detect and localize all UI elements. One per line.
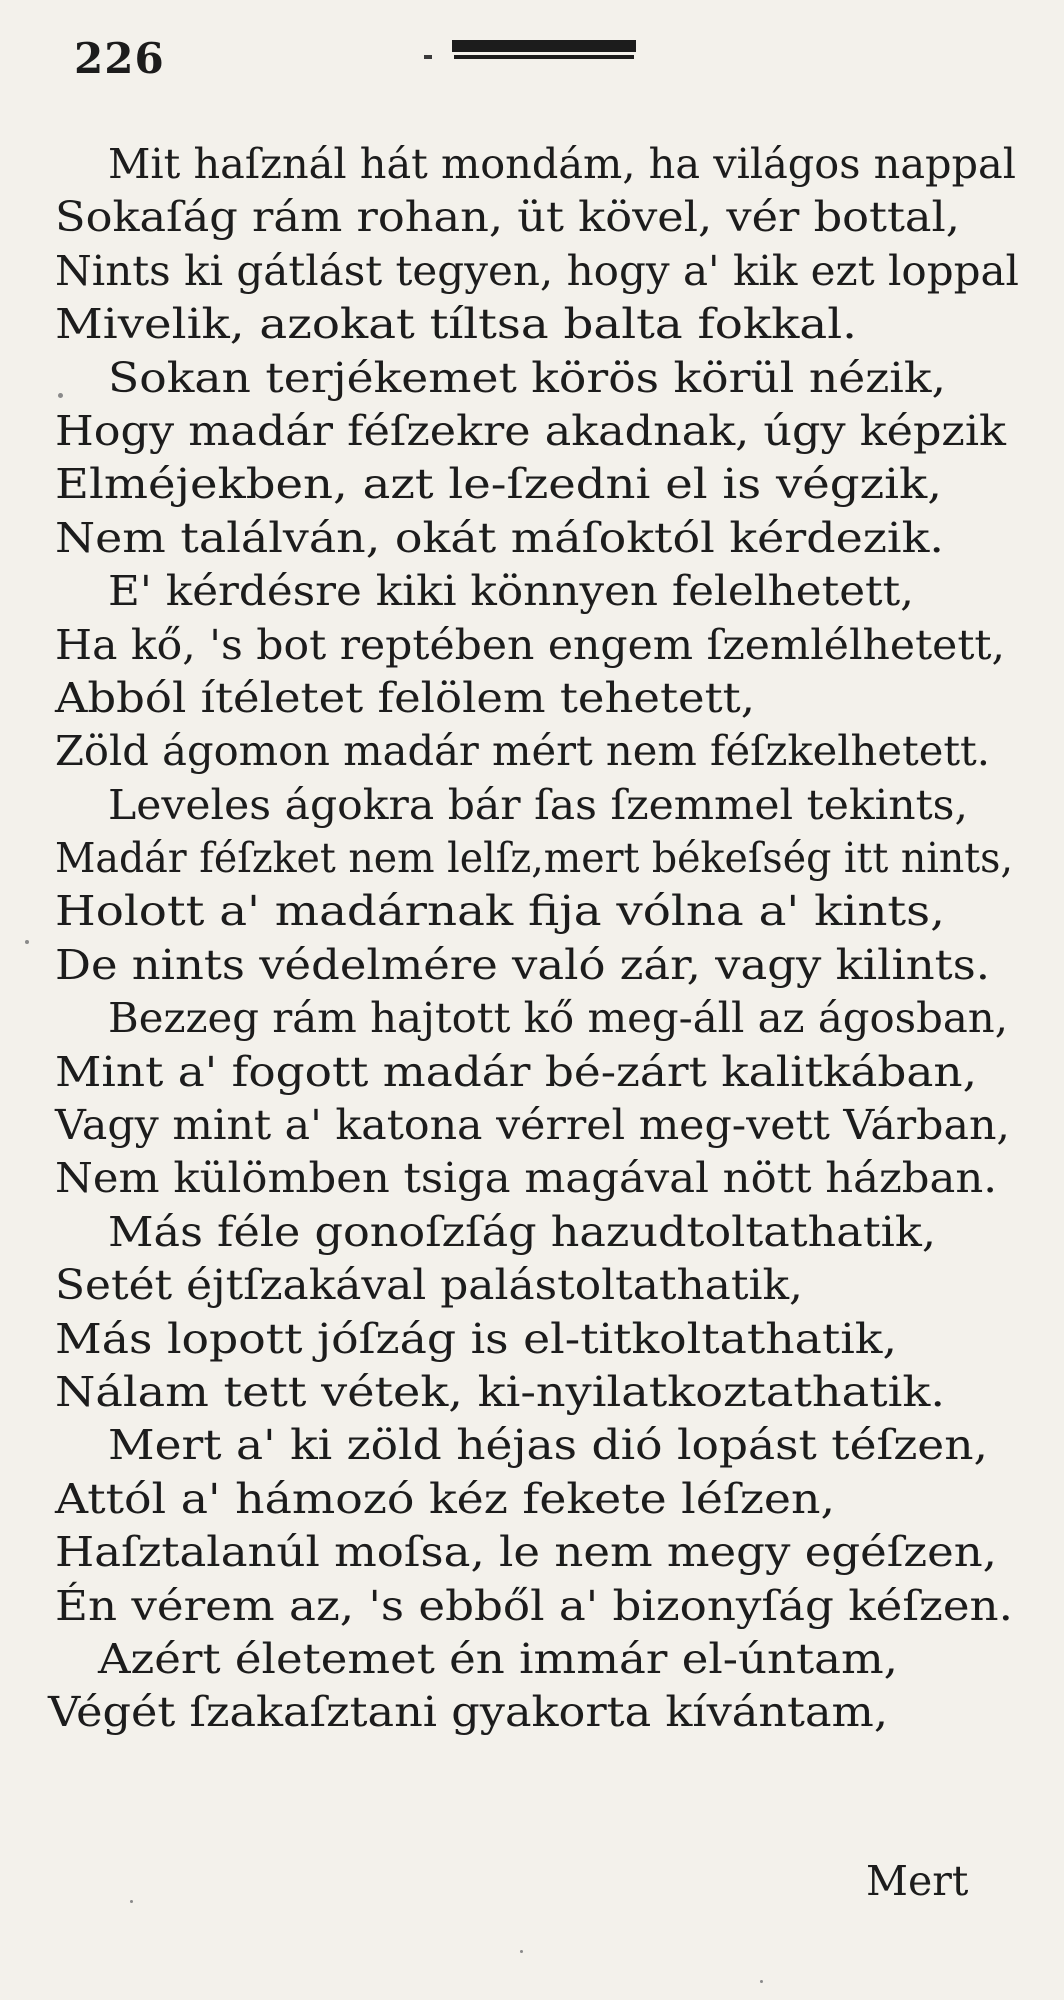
poem-line: Nálam tett vétek, ki-nyilatkoztathatik. xyxy=(55,1367,945,1416)
poem-line: Zöld ágomon madár mért nem féſzkelhetett. xyxy=(55,727,990,776)
poem-line: Nints ki gátlást tegyen, hogy a' kik ezt loppal xyxy=(55,246,1019,295)
header-rule-dot xyxy=(424,55,432,59)
header-rule xyxy=(452,40,636,55)
poem-line: Más féle gonoſzſág hazudtoltathatik, xyxy=(108,1207,936,1256)
poem-line: E' kérdésre kiki könnyen felelhetett, xyxy=(108,567,914,616)
paper-speck xyxy=(25,940,29,944)
page-number: 226 xyxy=(74,34,165,83)
poem-line: Mert a' ki zöld héjas dió lopást téſzen, xyxy=(108,1421,988,1470)
paper-speck xyxy=(58,393,63,398)
poem-line: Attól a' hámozó kéz fekete léſzen, xyxy=(55,1474,836,1523)
paper-speck xyxy=(130,1900,133,1903)
poem-line: Abból ítéletet felölem tehetett, xyxy=(55,673,755,722)
poem-line: Bezzeg rám hajtott kő meg-áll az ágosban, xyxy=(108,994,1009,1043)
poem-line: Haſztalanúl moſsa, le nem megy egéſzen, xyxy=(55,1528,997,1577)
poem-line: Hogy madár féſzekre akadnak, úgy képzik xyxy=(55,406,1006,455)
poem-text xyxy=(0,138,1064,1740)
poem-line: Mivelik, azokat tíltsa balta fokkal. xyxy=(55,300,857,349)
poem-line: Elméjekben, azt le-ſzedni el is végzik, xyxy=(55,460,942,509)
poem-line: Végét ſzakaſztani gyakorta kívántam, xyxy=(48,1688,888,1737)
poem-line: Setét éjtſzakával palástoltathatik, xyxy=(55,1261,803,1310)
poem-line: Holott a' madárnak fija vólna a' kints, xyxy=(55,887,946,936)
poem-line: De nints védelmére való zár, vagy kilints. xyxy=(55,940,990,989)
poem-line: Sokan terjékemet körös körül nézik, xyxy=(108,353,946,402)
poem-line: Nem találván, okát máſoktól kérdezik. xyxy=(55,513,944,562)
poem-line: Madár féſzket nem lelſz,mert békeſség itt nints, xyxy=(55,834,1013,883)
poem-line: Mint a' fogott madár bé-zárt kalitkában, xyxy=(55,1047,978,1096)
poem-line: Leveles ágokra bár ſas ſzemmel tekints, xyxy=(108,780,968,829)
poem-line: Én vérem az, 's ebből a' bizonyſág kéſzen. xyxy=(55,1581,1013,1630)
poem-line: Vagy mint a' katona vérrel meg-vett Várban, xyxy=(55,1101,1010,1150)
poem-line: Nem külömben tsiga magával nött házban. xyxy=(55,1154,997,1203)
poem-line: Azért életemet én immár el-úntam, xyxy=(98,1634,898,1683)
poem-line: Sokaſág rám rohan, üt kövel, vér bottal, xyxy=(55,193,960,242)
poem-line: Mit haſznál hát mondám, ha világos nappal xyxy=(108,140,1016,188)
poem-line: Ha kő, 's bot reptében engem ſzemlélhetett, xyxy=(55,620,1005,669)
paper-speck xyxy=(520,1950,523,1953)
poem-line: Más lopott jóſzág is el-titkoltathatik, xyxy=(55,1314,897,1363)
paper-speck xyxy=(760,1980,763,1983)
catchword: Mert xyxy=(866,1857,969,1905)
